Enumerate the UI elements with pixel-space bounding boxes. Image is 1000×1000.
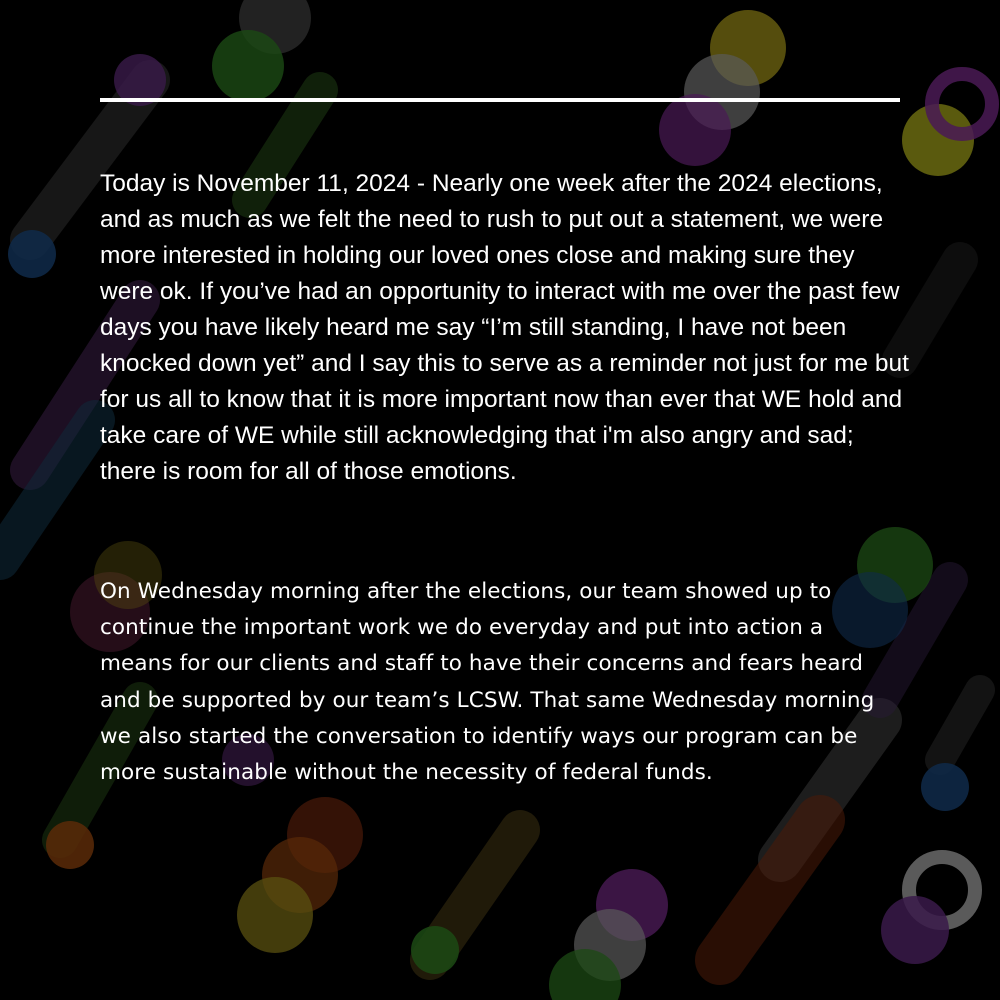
bg-streak [940,690,980,760]
bg-circle [881,896,949,964]
top-divider [100,98,900,102]
bg-circle [8,230,56,278]
statement-paragraph-2: On Wednesday morning after the elections, our team showed up to continue the important work we do everyday and put into action a means for our clients and staff to have their concerns and fears heard and be supported by our team’s LCSW. That same Wednesday morning we also started the conversation to identify ways our program can be more sustainable without the necessity of federal funds. [100,579,875,786]
bg-circle [921,763,969,811]
bg-circle [46,821,94,869]
bg-circle [237,877,313,953]
bg-circle [411,926,459,974]
bg-circle [212,30,284,102]
bg-circle [659,94,731,166]
statement-paragraph-1: Today is November 11, 2024 - Nearly one week after the 2024 elections, and as much as we felt the need to rush to put out a statement, we were more interested in holding our loved ones close and making sure they were ok. If you’ve had an opportunity to interact with me over the past few days you have likely heard me say “I’m still standing, I have not been knocked down yet” and I say this to serve as a reminder not just for me but for us all to know that it is more important now than ever that WE hold and take care of WE while still acknowledging that i'm also angry and sad; there is room for all of those emotions. [100,170,909,485]
